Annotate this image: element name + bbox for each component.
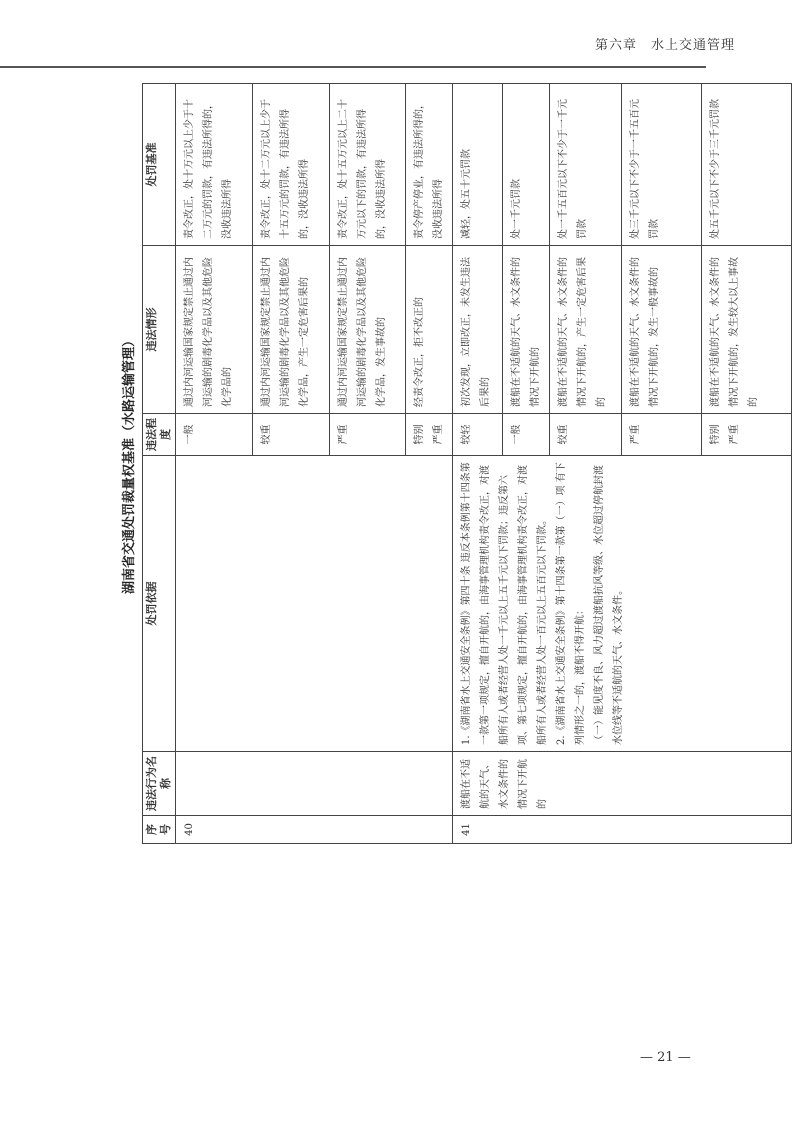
violation-circumstance: 通过内河运输国家规定禁止通过内河运输的剧毒化学品以及其他危险化学品的: [176, 246, 253, 414]
column-header-basis: 处罚依据: [143, 456, 176, 752]
row-number: 41: [453, 816, 792, 844]
violation-degree: 严重: [622, 414, 702, 456]
column-header-degree: 违法程度: [143, 414, 176, 456]
violation-name: [176, 752, 453, 816]
violation-circumstance: 渡船在不适航的天气、水文条件的情况下开航的: [503, 246, 550, 414]
column-header-violation-name: 违法行为名称: [143, 752, 176, 816]
penalty-standard: 处三千元以下不少于一千五百元罚款: [622, 84, 702, 246]
column-header-penalty: 处罚基准: [143, 84, 176, 246]
penalty-standard: 减轻，处五十元罚款: [453, 84, 503, 246]
violation-circumstance: 经责令改正，拒不改正的: [406, 246, 453, 414]
document-title: 湖南省交通处罚裁量权基准（水路运输管理）: [122, 334, 137, 595]
basis-item: 1.《湖南省水上交通安全条例》第四十条 违反本条例第十四条第一款第一项规定，擅自开航的，由海事管理机构责令改正，对渡船所有人或者经营人处一千元以上五千元以下罚款；违反第六项、第七项规定，擅自开航的，由海事管理机构责令改正，对渡船所有人或者经营人处一百元以上五百元以下罚款。: [461, 462, 548, 745]
penalty-standard: 处一千元罚款: [503, 84, 550, 246]
penalty-basis: [176, 456, 453, 752]
penalty-standard: 责令改正，处十万元以上少于十二万元的罚款，有违法所得的，没收违法所得: [176, 84, 253, 246]
violation-degree: 特别严重: [702, 414, 792, 456]
penalty-standard: 处五千元以下不少于三千元罚款: [702, 84, 792, 246]
table-header-row: [143, 84, 176, 844]
penalty-standard-table: [142, 83, 792, 844]
violation-degree: 特别严重: [406, 414, 453, 456]
table-row: [453, 84, 503, 844]
penalty-standard: 责令改正，处十五万元以上二十万元以下的罚款，有违法所得的，没收违法所得: [330, 84, 406, 246]
violation-circumstance: 渡船在不适航的天气、水文条件的情况下开航的，产生一定危害后果的: [550, 246, 622, 414]
penalty-standard: 责令改正，处十二万元以上少于十五万元的罚款，有违法所得的，没收违法所得: [253, 84, 330, 246]
header-rule: [0, 66, 706, 68]
table-row: [176, 84, 253, 844]
rotated-table-container: [118, 84, 759, 844]
penalty-basis: [453, 456, 792, 752]
column-header-number: 序号: [143, 816, 176, 844]
violation-degree: 较重: [550, 414, 622, 456]
violation-circumstance: 通过内河运输国家规定禁止通过内河运输的剧毒化学品以及其他危险化学品，发生事故的: [330, 246, 406, 414]
row-number: 40: [176, 816, 453, 844]
violation-circumstance: 通过内河运输国家规定禁止通过内河运输的剧毒化学品以及其他危险化学品，产生一定危害后果的: [253, 246, 330, 414]
violation-degree: 一般: [176, 414, 253, 456]
violation-degree: 较轻: [453, 414, 503, 456]
violation-circumstance: 渡船在不适航的天气、水文条件的情况下开航的，发生一般事故的: [622, 246, 702, 414]
basis-item: （一）能见度不良、风力超过渡船抗风等级、水位超过停航封渡水位线等不适航的天气、水文条件。: [594, 465, 624, 745]
chapter-header: 第六章 水上交通管理: [594, 38, 735, 53]
basis-item: 2.《湖南省水上交通安全条例》第十四条第一款第（一）项 有下列情形之一的，渡船不得开航：: [556, 462, 586, 745]
column-header-circumstance: 违法情形: [143, 246, 176, 414]
violation-circumstance: 渡船在不适航的天气、水文条件的情况下开航的，发生较大以上事故的: [702, 246, 792, 414]
violation-degree: 较重: [253, 414, 330, 456]
violation-degree: 一般: [503, 414, 550, 456]
penalty-standard: 责令停产停业，有违法所得的，没收违法所得: [406, 84, 453, 246]
penalty-standard: 处一千五百元以下不少于一千元罚款: [550, 84, 622, 246]
violation-degree: 严重: [330, 414, 406, 456]
page-number: — 21 —: [640, 1050, 691, 1065]
violation-circumstance: 初次发现，立即改正，未发生违法后果的: [453, 246, 503, 414]
violation-name: 渡船在不适航的天气、水文条件的情况下开航的: [453, 752, 792, 816]
